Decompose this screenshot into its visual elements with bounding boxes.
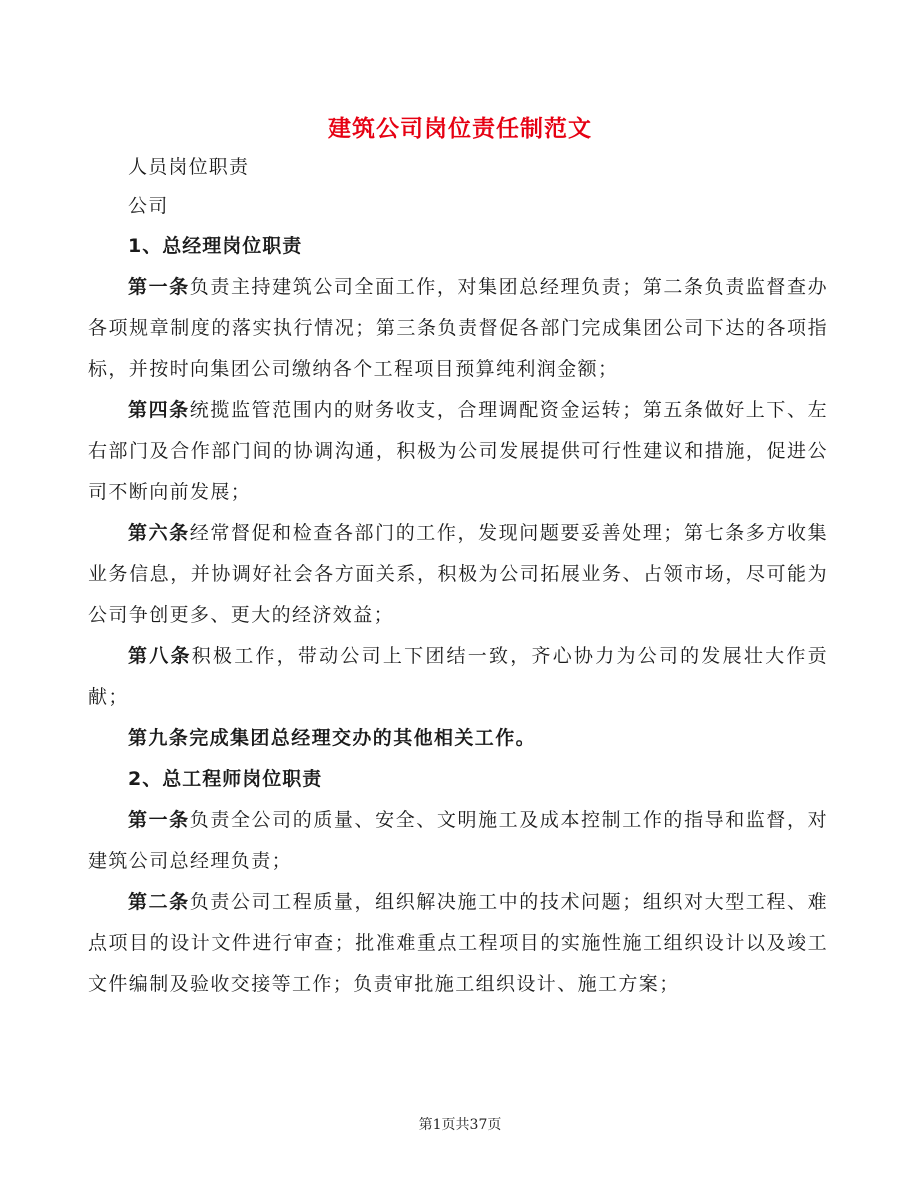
clause-lead: 第一条 [128, 276, 190, 298]
clause-text: 负责主持建筑公司全面工作，对集团总经理负责；第二条负责监督查办各项规章制度的落实执行情况；第三条负责督促各部门完成集团公司下达的各项指标，并按时向集团公司缴纳各个工程项目预算纯利润金额； [88, 276, 828, 380]
clause-text: 负责公司工程质量，组织解决施工中的技术问题；组织对大型工程、难点项目的设计文件进行审查；批准难重点工程项目的实施性施工组织设计以及竣工文件编制及验收交接等工作；负责审批施工组织设计、施工方案； [88, 891, 828, 995]
document-title: 建筑公司岗位责任制范文 [328, 116, 592, 142]
clause-text: 经常督促和检查各部门的工作，发现问题要妥善处理；第七条多方收集业务信息，并协调好社会各方面关系，积极为公司拓展业务、占领市场，尽可能为公司争创更多、更大的经济效益； [88, 522, 828, 626]
clause-lead: 第一条 [128, 809, 190, 831]
clause-text: 积极工作，带动公司上下团结一致，齐心协力为公司的发展壮大作贡献； [88, 645, 828, 708]
page-number-footer: 第1页共37页 [418, 1117, 502, 1133]
section-2-heading: 2、总工程师岗位职责 [128, 768, 323, 790]
clause-lead: 第二条 [128, 891, 190, 913]
intro-line-1: 人员岗位职责 [128, 156, 250, 178]
section-2-paragraph-1 [88, 800, 828, 882]
clause-lead: 第八条 [128, 645, 192, 667]
clause-text: 统揽监管范围内的财务收支，合理调配资金运转；第五条做好上下、左右部门及合作部门间的协调沟通，积极为公司发展提供可行性建议和措施，促进公司不断向前发展； [88, 399, 828, 503]
document-body [88, 148, 828, 1005]
section-1-paragraph-3 [88, 513, 828, 636]
section-1-paragraph-2 [88, 390, 828, 513]
section-1-paragraph-1 [88, 267, 828, 390]
section-1-paragraph-4 [88, 636, 828, 718]
section-1-heading: 1、总经理岗位职责 [128, 235, 303, 257]
clause-text: 负责全公司的质量、安全、文明施工及成本控制工作的指导和监督，对建筑公司总经理负责； [88, 809, 828, 872]
clause-lead: 第四条 [128, 399, 190, 421]
intro-line-2: 公司 [128, 195, 169, 217]
section-1-final-clause: 第九条完成集团总经理交办的其他相关工作。 [128, 727, 537, 749]
section-2-paragraph-2 [88, 882, 828, 1005]
clause-lead: 第六条 [128, 522, 190, 544]
